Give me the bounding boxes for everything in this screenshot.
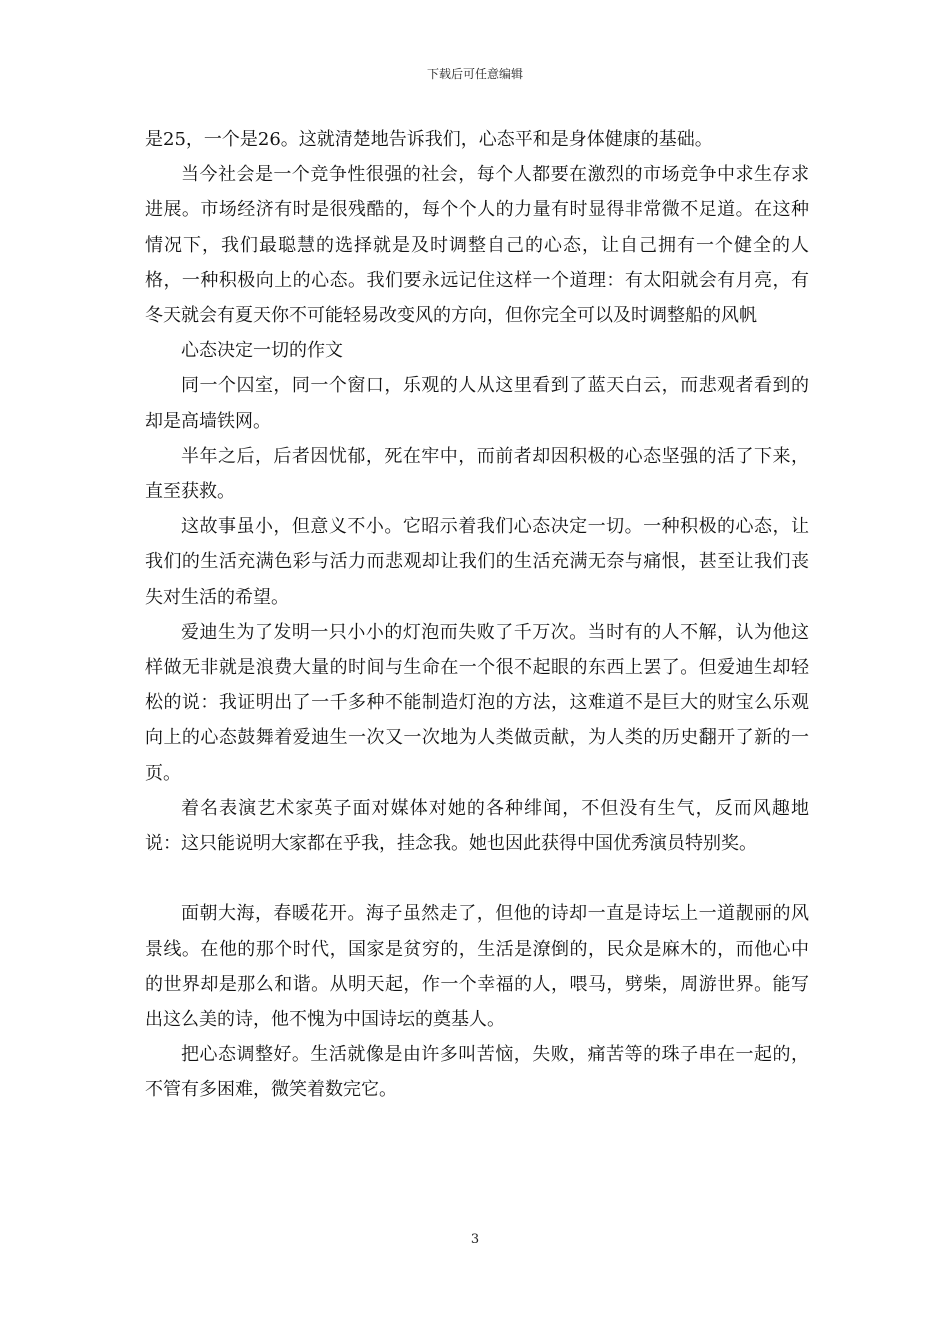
paragraph-edison: 爱迪生为了发明一只小小的灯泡而失败了千万次。当时有的人不解，认为他这样做无非就是浪费大量的时间与生命在一个很不起眼的东西上罢了。但爱迪生却轻松的说：我证明出了一千多种不能制造灯泡的方法，这难道不是巨大的财宝么乐观向上的心态鼓舞着爱迪生一次又一次地为人类做贡献，为人类的历史翻开了新的一页。 [145,621,809,784]
paragraph-continuation: 是25，一个是26。这就清楚地告诉我们，心态平和是身体健康的基础。 [145,129,713,150]
paragraph-competition: 当今社会是一个竞争性很强的社会，每个人都要在激烈的市场竞争中求生存求进展。市场经济有时是很残酷的，每个个人的力量有时显得非常微不足道。在这种情况下，我们最聪慧的选择就是及时调整自己的心态，让自己拥有一个健全的人格，一种积极向上的心态。我们要永远记住这样一个道理：有太阳就会有月亮，有冬天就会有夏天你不可能轻易改变风的方向，但你完全可以及时调整船的风帆 [145,164,809,327]
paragraph-adjust-mindset: 把心态调整好。生活就像是由许多叫苦恼，失败，痛苦等的珠子串在一起的，不管有多困难，微笑着数完它。 [145,1044,809,1101]
page-header: 下载后可任意编辑 [426,67,523,81]
paragraph-prison-cell: 同一个囚室，同一个窗口，乐观的人从这里看到了蓝天白云，而悲观者看到的却是高墙铁网。 [145,375,809,432]
paragraph-haizi: 面朝大海，春暖花开。海子虽然走了，但他的诗却一直是诗坛上一道靓丽的风景线。在他的那个时代，国家是贫穷的，生活是潦倒的，民众是麻木的，而他心中的世界却是那么和谐。从明天起，作一个幸福的人，喂马，劈柴，周游世界。能写出这么美的诗，他不愧为中国诗坛的奠基人。 [145,903,809,1031]
paragraph-story-meaning: 这故事虽小，但意义不小。它昭示着我们心态决定一切。一种积极的心态，让我们的生活充满色彩与活力而悲观却让我们的生活充满无奈与痛恨，甚至让我们丧失对生活的希望。 [145,516,809,608]
page-number: 3 [470,1232,480,1247]
essay-title: 心态决定一切的作文 [181,340,343,362]
document-body [145,122,809,1108]
paragraph-yingzi: 着名表演艺术家英子面对媒体对她的各种绯闻，不但没有生气，反而风趣地说：这只能说明大家都在乎我，挂念我。她也因此获得中国优秀演员特别奖。 [145,797,809,855]
blank-line [145,861,809,896]
paragraph-half-year: 半年之后，后者因忧郁，死在牢中，而前者却因积极的心态坚强的活了下来，直至获救。 [145,445,809,503]
